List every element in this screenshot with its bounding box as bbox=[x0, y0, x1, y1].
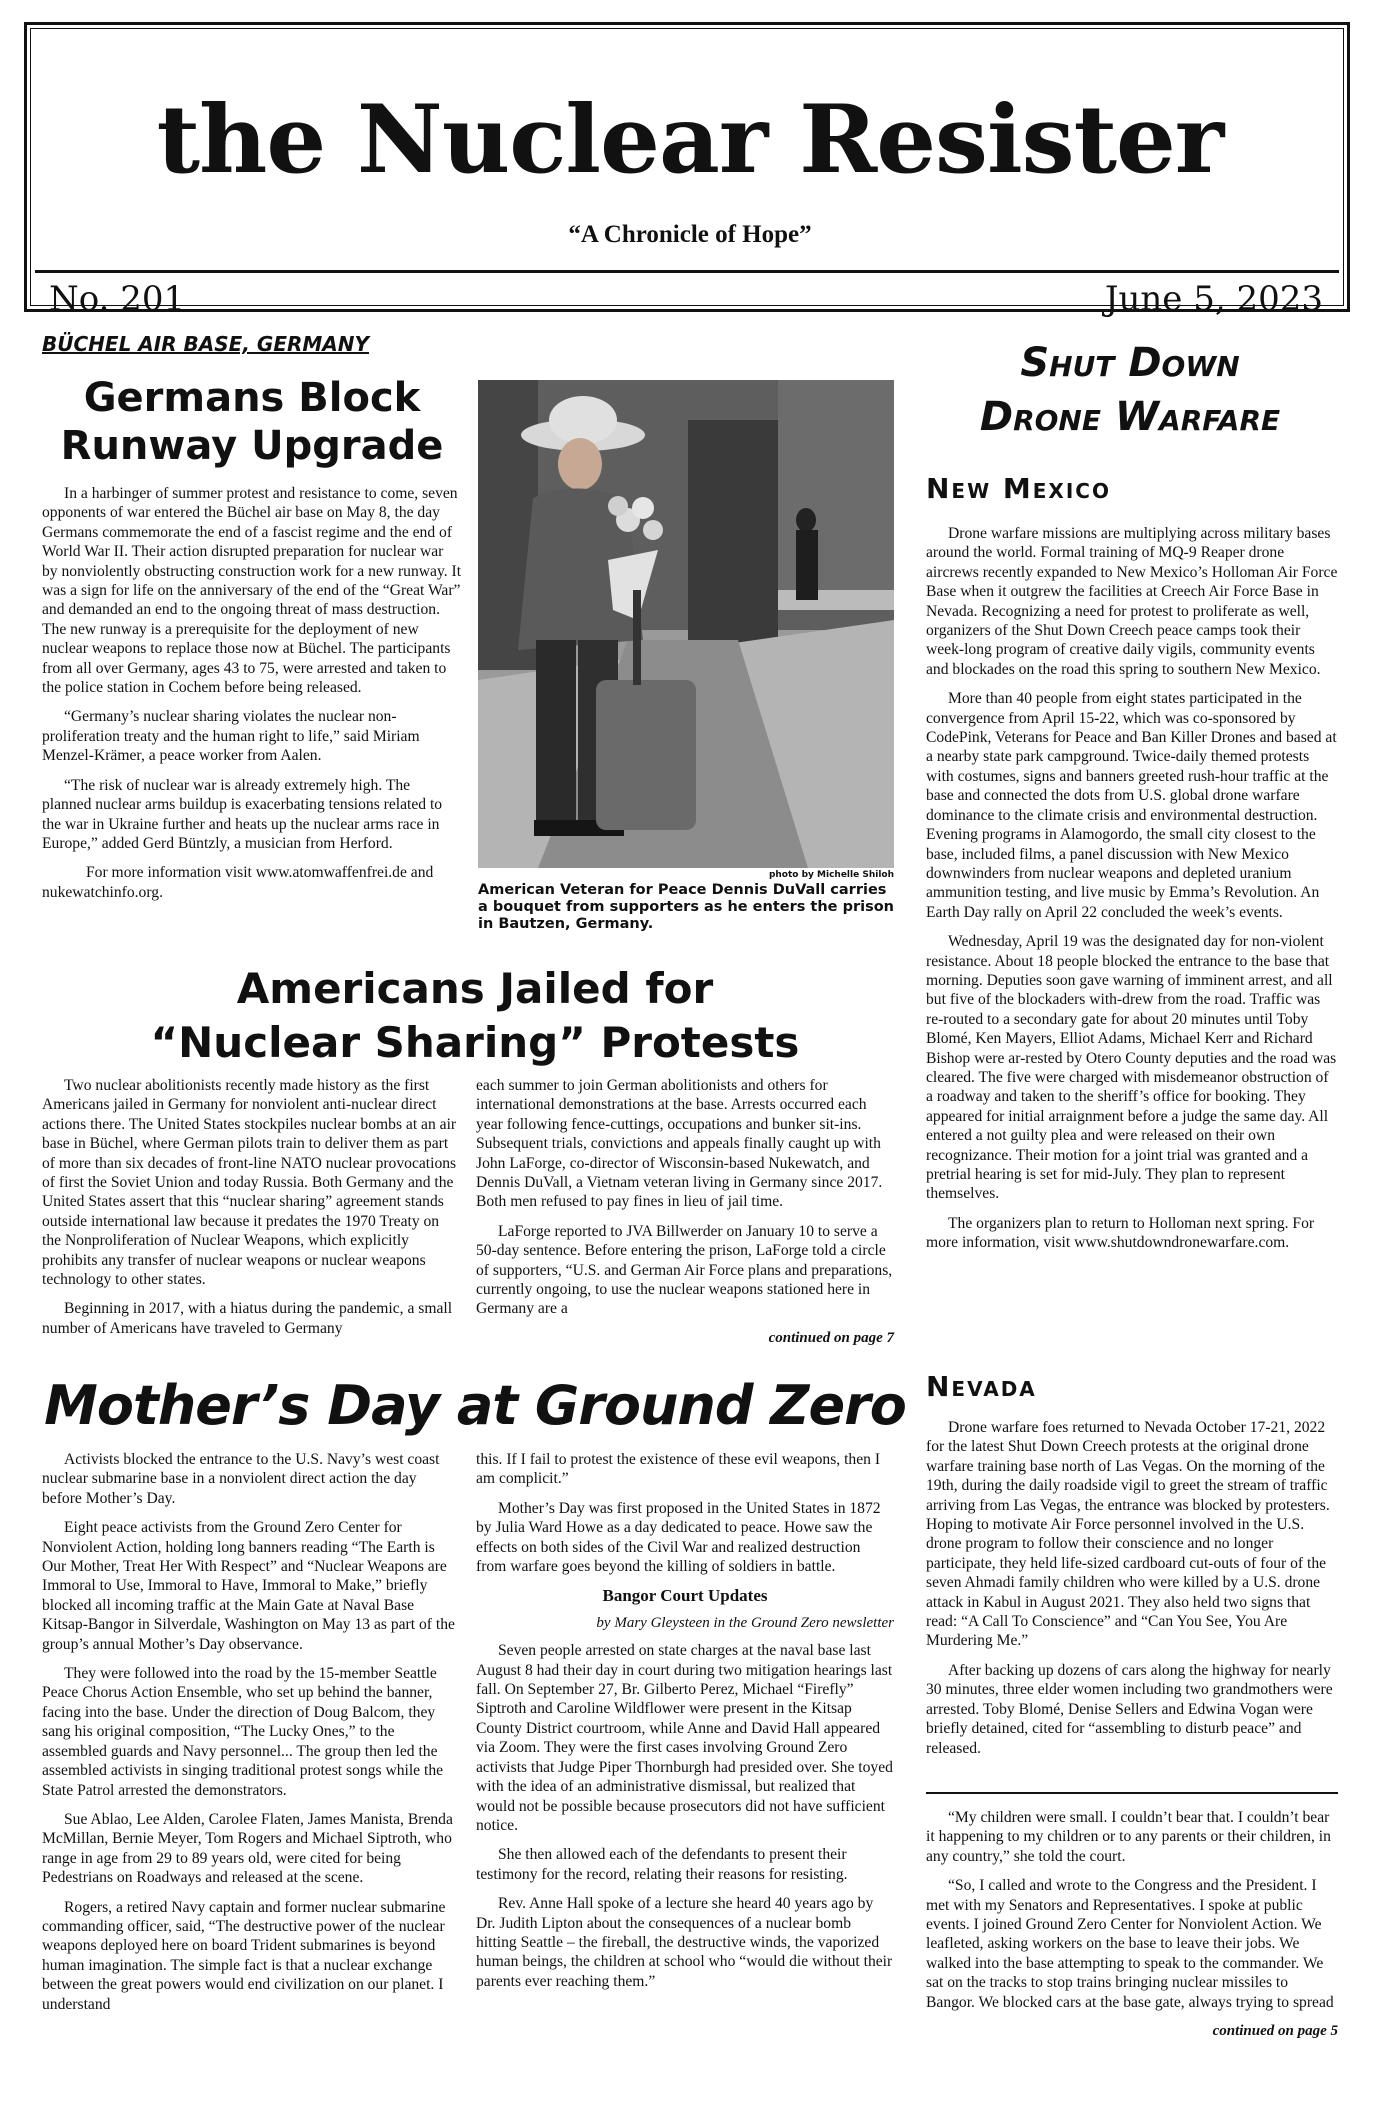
photo-credit: photo by Michelle Shiloh bbox=[768, 870, 894, 880]
quote-continued: continued on page 5 bbox=[1212, 2023, 1338, 2040]
newspaper-title: the Nuclear Resister bbox=[156, 85, 1224, 195]
issue-number: No. 201 bbox=[49, 279, 186, 319]
drone-paragraph: Wednesday, April 19 was the designated day for non-violent resistance. About 18 people blocked the entrance to the base that morning. Deputies soon gave warning of imminent arrest, and all but five of the blockaders with-drew from the road. Traffic was re-routed to a secondary gate for about 20 minutes until Toby Blomé, Ken Mayers, Elliot Adams, Michael Kerr and Richard Bishop were ar-rested by Otero County deputies and the road was cleared. The five were charged with misdemeanor obstruction of a roadway and taken to the sheriff’s office for booking. They appeared for initial arraignment before a judge the same day. All entered a not guilty plea and were released on their own recognizance. Their motion for a joint trial was granted and a pretrial hearing is set for mid-July. They plan to represent themselves. bbox=[926, 933, 1337, 1203]
court-byline: by Mary Gleysteen in the Ground Zero newsletter bbox=[596, 1614, 894, 1631]
court-subhead: Bangor Court Updates bbox=[602, 1586, 768, 1606]
news-photo bbox=[478, 380, 894, 868]
court-paragraph: She then allowed each of the defendants to present their testimony for the record, relating their reasons for resisting. bbox=[476, 1846, 848, 1883]
jailed-headline-line2: “Nuclear Sharing” Protests bbox=[150, 1018, 800, 1067]
jailed-headline-line1: Americans Jailed for bbox=[236, 964, 714, 1013]
masthead bbox=[24, 22, 1350, 319]
germany-paragraph: “The risk of nuclear war is already extremely high. The planned nuclear arms buildup is exacerbating tensions related to the war in Ukraine further and heats up the nuclear arms race in Europe,” added Gerd Büntzly, a musician from Herford. bbox=[42, 776, 443, 852]
germany-headline-line2: Runway Upgrade bbox=[60, 423, 444, 469]
new-mexico-body bbox=[926, 524, 1338, 1263]
newspaper-motto: “A Chronicle of Hope” bbox=[568, 221, 812, 248]
germany-paragraph: “Germany’s nuclear sharing violates the nuclear non-proliferation treaty and the human right to life,” said Miriam Menzel-Krämer, a peace worker from Aalen. bbox=[42, 708, 420, 765]
germany-article-body bbox=[42, 484, 462, 912]
nevada-label: Nevada bbox=[926, 1370, 1037, 1403]
nevada-paragraph: Drone warfare foes returned to Nevada October 17-21, 2022 for the latest Shut Down Creech protests at the original drone warfare training base north of Las Vegas. On the morning of the 19th, during the daily roadside vigil to greet the stream of traffic arriving from Las Vegas, the entrance was blocked by protesters. Hoping to motivate Air Force personnel involved in the U.S. drone program to follow their conscience and no longer participate, they held life-sized cardboard cut-outs of four of the seven Ahmadi family children who were killed by a U.S. drone attack in Kabul in August 2021. They also held two signs that read: “A Call To Conscience” and “Can You See, You Are Murdering Me.” bbox=[926, 1419, 1330, 1650]
drone-headline-line1: Shut Down bbox=[1020, 340, 1240, 386]
quote-paragraph: “So, I called and wrote to the Congress and the President. I met with my Senators and Representatives. I spoke at public events. I joined Ground Zero Center for Nonviolent Action. We leafleted, asking workers on the base to leave their jobs. We walked into the base attempting to speak to the commander. We sat on the tracks to stop trains bringing nuclear missiles to Bangor. We blocked cars at the base gate, always trying to spread bbox=[926, 1877, 1334, 2011]
mothers-paragraph: Rogers, a retired Navy captain and former nuclear submarine commanding officer, said, “The destructive power of the nuclear weapons deployed here on board Trident submarines is beyond human imagination. The simple fact is that a nuclear exchange between the great powers would end civilization on our planet. I understand bbox=[42, 1898, 446, 2013]
nevada-body bbox=[926, 1418, 1338, 1768]
jailed-paragraph: Beginning in 2017, with a hiatus during the pandemic, a small number of Americans have traveled to Germany bbox=[42, 1300, 453, 1337]
drone-paragraph: Drone warfare missions are multiplying across military bases around the world. Formal training of MQ-9 Reaper drone aircrews recently expanded to New Mexico’s Holloman Air Force Base when it outgrew the facilities at Creech Air Force Base in Nevada. Recognizing a need for protest to proliferate as well, organizers of the Shut Down Creech peace camps took their week-long program of creative daily vigils, community events and blockades on the road this spring to southern New Mexico. bbox=[926, 525, 1338, 678]
court-paragraph: Seven people arrested on state charges at the naval base last August 8 had their day in court during two mitigation hearings last fall. On September 27, Br. Gilberto Perez, Michael “Firefly” Siptroth and Caroline Wildflower were present in the Kitsap County District courtroom, while Anne and David Hall appeared via Zoom. They were the first cases involving Ground Zero activists that Judge Piper Thornburgh had presided over. She toyed with the idea of an administrative dismissal, but realized that would not be possible because prosecutors did not have sufficient notice. bbox=[476, 1642, 893, 1834]
mothers-column-2 bbox=[476, 1450, 894, 2001]
mothers-paragraph: Mother’s Day was first proposed in the United States in 1872 by Julia Ward Howe as a day dedicated to peace. Howe saw the effects on both sides of the Civil War and realized destruction from warfare goes beyond the killing of soldiers in battle. bbox=[476, 1499, 881, 1576]
drone-headline-line2: Drone Warfare bbox=[979, 394, 1281, 440]
court-paragraph: Rev. Anne Hall spoke of a lecture she heard 40 years ago by Dr. Judith Lipton about the consequences of a nuclear bomb hitting Seattle – the fireball, the destructive winds, the vaporized human beings, the children at school who “would die without their parents ever reaching them.” bbox=[476, 1895, 893, 1990]
mothers-paragraph: Sue Ablao, Lee Alden, Carolee Flaten, James Manista, Brenda McMillan, Bernie Meyer, Tom Rogers and Michael Siptroth, who range in age from 29 to 89 years old, were cited for being Pedestrians on Roadways and released at the scene. bbox=[42, 1810, 453, 1887]
quote-paragraph: “My children were small. I couldn’t bear that. I couldn’t bear it happening to my children or to any parents or their children, in any country,” she told the court. bbox=[926, 1809, 1331, 1865]
mothers-paragraph: Activists blocked the entrance to the U.S. Navy’s west coast nuclear submarine base in a nonviolent direct action the day before Mother’s Day. bbox=[42, 1451, 440, 1507]
germany-headline bbox=[42, 374, 462, 470]
mothers-day-headline: Mother’s Day at Ground Zero bbox=[44, 1374, 906, 1437]
jailed-continued: continued on page 7 bbox=[768, 1329, 894, 1346]
germany-kicker: BÜCHEL AIR BASE, GERMANY bbox=[42, 332, 369, 356]
mothers-paragraph: They were followed into the road by the 15-member Seattle Peace Chorus Action Ensemble, who set up behind the banner, facing into the base. Under the direction of Doug Balcom, they sang his original composition, “The Lucky Ones,” to the assembled guards and Navy personnel... The group then led the assembled activists in singing traditional protest songs while the State Patrol arrested the demonstrators. bbox=[42, 1665, 444, 1799]
masthead-divider bbox=[35, 270, 1339, 273]
jailed-headline bbox=[42, 962, 908, 1070]
drone-paragraph: The organizers plan to return to Holloman next spring. For more information, visit www.shutdowndronewarfare.com. bbox=[926, 1214, 1315, 1252]
issue-date: June 5, 2023 bbox=[1104, 279, 1323, 319]
new-mexico-label: New Mexico bbox=[926, 472, 1111, 505]
jailed-paragraph: each summer to join German abolitionists and others for international demonstrations at the base. Arrests occurred each year following fence-cuttings, occupations and bunker sit-ins. Subsequent trials, convictions and appeals finally caught up with John LaForge, co-director of Wisconsin-based Nukewatch, and Dennis DuVall, a Vietnam veteran living in Germany since 2017. Both men refused to pay fines in lieu of jail time. bbox=[476, 1077, 883, 1211]
drone-headline bbox=[920, 336, 1340, 444]
nevada-paragraph: After backing up dozens of cars along the highway for nearly 30 minutes, three elder women including two grandmothers were arrested. Toby Blomé, Denise Sellers and Edwina Vogan were briefly detained, cited for “assembling to disturb peace” and released. bbox=[926, 1661, 1333, 1757]
germany-paragraph: In a harbinger of summer protest and resistance to come, seven opponents of war entered the Büchel air base on May 8, the day Germans commemorate the end of a fascist regime and the end of World War II. Their action disrupted preparation for nuclear war by nonviolently obstructing construction work for a new runway. It was a sign for life on the anniversary of the end of the “Great War” and demanded an end to the ongoing threat of mass destruction. The new runway is a prerequisite for the deployment of new nuclear weapons to replace those now at Büchel. The participants from all over Germany, ages 43 to 75, were arrested and taken to the police station in Cochem before being released. bbox=[42, 485, 462, 697]
jailed-column-2 bbox=[476, 1076, 894, 1348]
mothers-paragraph: this. If I fail to protest the existence of these evil weapons, then I am complicit.” bbox=[476, 1451, 881, 1488]
court-quote-body bbox=[926, 1808, 1338, 2041]
jailed-column-1 bbox=[42, 1076, 460, 1348]
mothers-paragraph: Eight peace activists from the Ground Zero Center for Nonviolent Action, holding long banners reading “The Earth is Our Mother, Treat Her With Respect” and “Nuclear Weapons are Immoral to Use, Immoral to Have, Immoral to Make,” briefly blocked all incoming traffic at the Main Gate at Naval Base Kitsap-Bangor in Silverdale, Washington on May 13 as part of the group’s annual Mother’s Day observance. bbox=[42, 1519, 455, 1653]
section-divider bbox=[926, 1792, 1338, 1794]
germany-headline-line1: Germans Block bbox=[83, 375, 421, 421]
jailed-paragraph: LaForge reported to JVA Billwerder on January 10 to serve a 50-day sentence. Before entering the prison, LaForge told a circle of supporters, “U.S. and German Air Force plans and preparations, currently ongoing, to use the nuclear weapons stationed here in Germany are a bbox=[476, 1222, 893, 1318]
mothers-column-1 bbox=[42, 1450, 460, 2024]
jailed-paragraph: Two nuclear abolitionists recently made history as the first Americans jailed in Germany for nonviolent anti-nuclear direct actions there. The United States stockpiles nuclear bombs at an air base in Büchel, where German pilots train to deliver them as part of more than six decades of front-line NATO nuclear provocations of first the Soviet Union and today Russia. Both Germany and the United States assert that this “nuclear sharing” agreement stands outside international law because it predates the 1970 Treaty on the Nonproliferation of Nuclear Weapons, which explicitly prohibits any transfer of nuclear weapons or nuclear weapons technology to other states. bbox=[42, 1077, 457, 1289]
photo-image bbox=[478, 380, 894, 868]
photo-caption: American Veteran for Peace Dennis DuVall carries a bouquet from supporters as he enters the prison in Bautzen, Germany. bbox=[478, 882, 894, 932]
germany-paragraph: For more information visit www.atomwaffenfrei.de and nukewatchinfo.org. bbox=[42, 864, 434, 901]
drone-paragraph: More than 40 people from eight states participated in the convergence from April 15-22, which was co-sponsored by CodePink, Veterans for Peace and Ban Killer Drones and based at a nearby state park campground. Twice-daily themed protests with costumes, signs and banners greeted rush-hour traffic at the base and connected the dots from U.S. global drone warfare dominance to the climate crisis and environmental destruction. Evening programs in Alamogordo, the small city closest to the base, included films, a panel discussion with New Mexico downwinders from nuclear weapons and depleted uranium ammunition testing, and live music by Emma’s Revolution. An Earth Day rally on April 22 concluded the week’s events. bbox=[926, 690, 1337, 921]
